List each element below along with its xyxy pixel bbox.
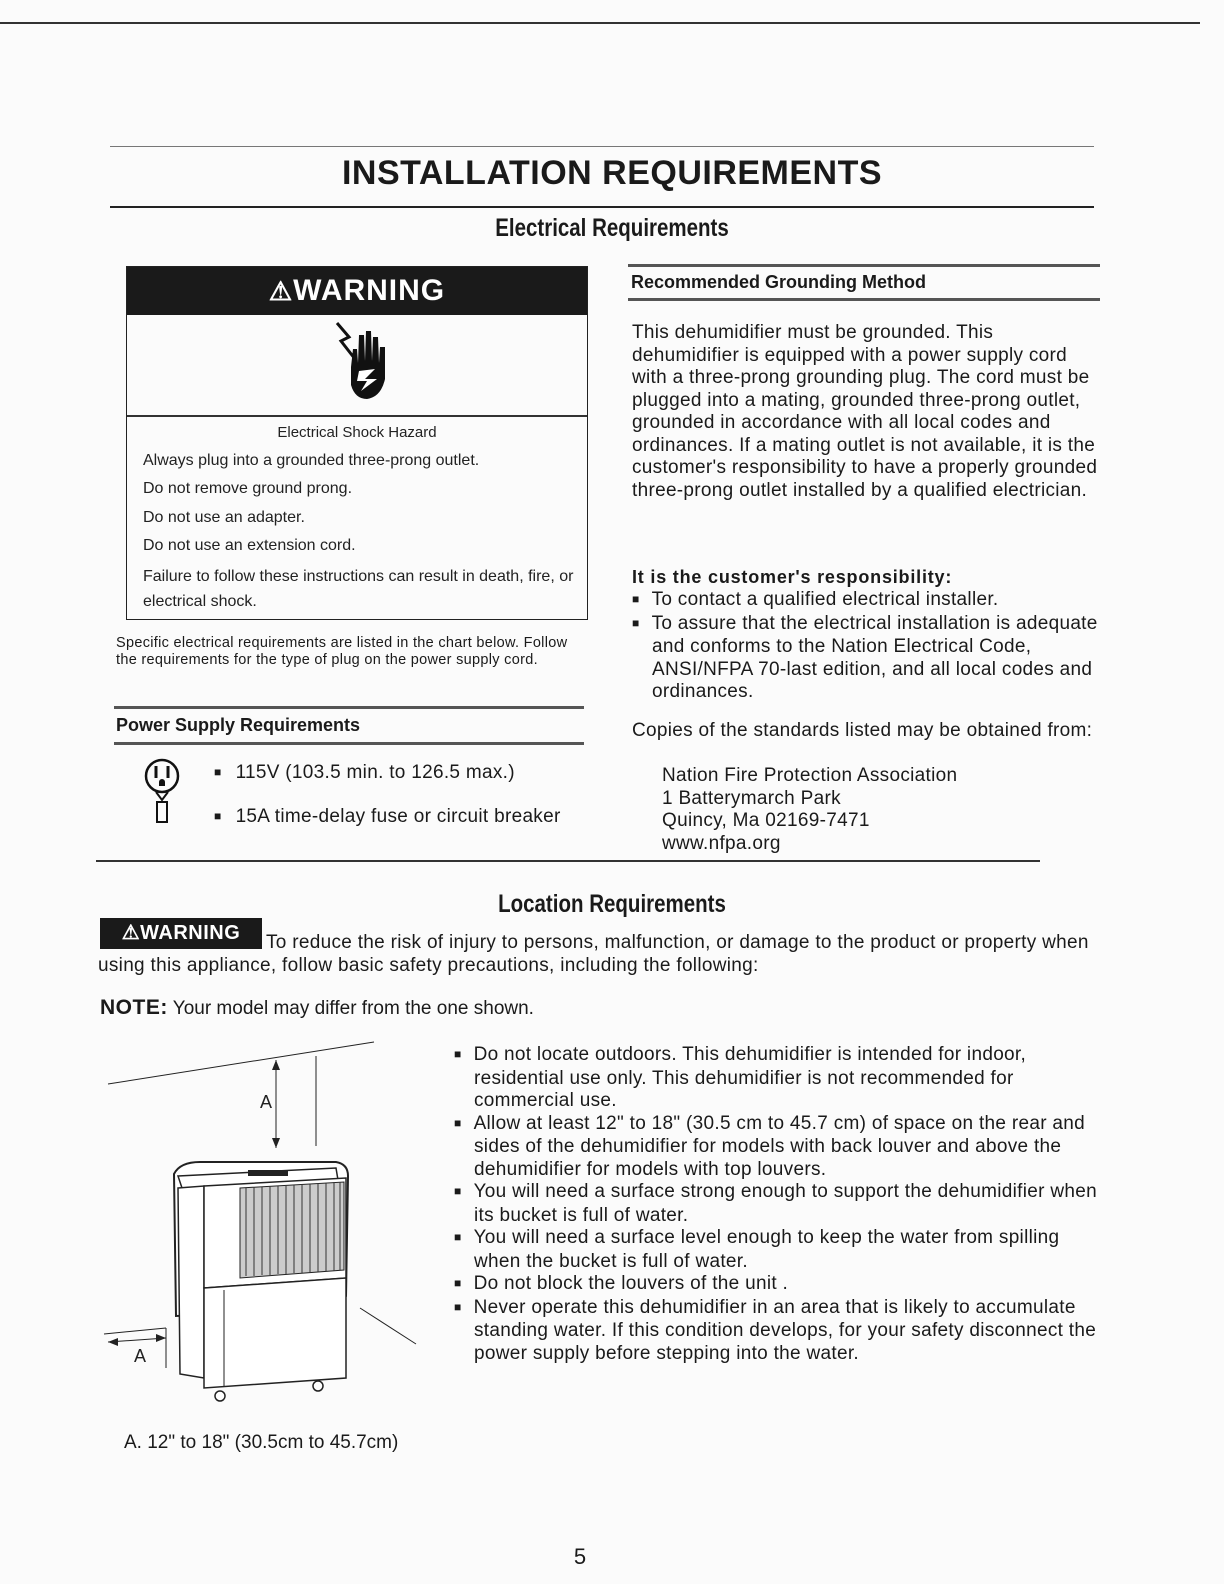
note-label: NOTE: xyxy=(100,996,168,1019)
warning-line: Do not remove ground prong. xyxy=(143,480,353,497)
power-supply-heading: Power Supply Requirements xyxy=(116,715,361,735)
page-title: INSTALLATION REQUIREMENTS xyxy=(341,154,883,192)
bullet-square-icon xyxy=(632,613,648,634)
list-item: ■ Allow at least 12" to 18" (30.5 cm to 45.7 cm) of space on the rear and sides of the dehumidifier for models with back louver and above the dehumidifier for models with top louvers. xyxy=(454,1113,1110,1182)
specific-electrical-note: Specific electrical requirements are listed in the chart below. Follow the requirements for the type of plug on the power supply cord. xyxy=(116,635,568,668)
responsibility-heading: It is the customer's responsibility: xyxy=(632,567,953,587)
electrical-heading: Electrical Requirements xyxy=(495,214,729,242)
location-warning-text: To reduce the risk of injury to persons, malfunction, or damage to the product or property when using this appliance, follow basic safety precautions, including the following: xyxy=(98,932,1089,976)
list-item: ■ Do not block the louvers of the unit . xyxy=(454,1273,1110,1297)
warning-triangle-icon: ⚠ xyxy=(268,276,294,306)
bullet-square-icon xyxy=(454,1273,470,1294)
grounding-paragraph: This dehumidifier must be grounded. This dehumidifier is equipped with a power supply cord with a three-prong grounding plug. The cord must be plugged into a mating, grounded three-prong outlet, grounded in accordance with all local codes and ordinances. If a mating outlet is not available, it is the customer's responsibility to have a properly grounded three-prong outlet installed by a qualified electrician. xyxy=(632,322,1098,501)
grounding-top-rule xyxy=(628,264,1100,267)
warning-badge-label: WARNING xyxy=(293,274,446,307)
bullet-square-icon xyxy=(454,1113,470,1134)
list-item: ■ You will need a surface level enough to keep the water from spilling when the bucket is full of water. xyxy=(454,1227,1110,1273)
power-supply-bottom-rule xyxy=(114,742,584,745)
bullet-square-icon xyxy=(214,806,230,827)
power-supply-item: ■ 15A time-delay fuse or circuit breaker xyxy=(214,806,561,830)
location-warning-badge: ⚠WARNING xyxy=(100,918,262,949)
top-edge-line xyxy=(0,22,1200,24)
power-supply-item: ■ 115V (103.5 min. to 126.5 max.) xyxy=(214,762,515,786)
page-number: 5 xyxy=(573,1544,587,1569)
bullet-square-icon xyxy=(454,1044,470,1065)
figure-caption: A. 12" to 18" (30.5cm to 45.7cm) xyxy=(124,1432,399,1453)
bullet-square-icon xyxy=(454,1227,470,1248)
warning-line: Always plug into a grounded three-prong outlet. xyxy=(143,452,480,469)
warning-triangle-icon: ⚠ xyxy=(121,922,141,944)
bullet-square-icon xyxy=(632,589,648,610)
dimension-a-side-label: A xyxy=(134,1346,147,1366)
title-top-rule xyxy=(110,146,1094,147)
address-line: Nation Fire Protection Association xyxy=(662,765,958,786)
list-item: ■ You will need a surface strong enough to support the dehumidifier when its bucket is full of water. xyxy=(454,1181,1110,1227)
electrical-warning-box xyxy=(126,266,588,620)
address-line: www.nfpa.org xyxy=(662,832,781,854)
grounding-heading: Recommended Grounding Method xyxy=(631,272,926,292)
bullet-square-icon xyxy=(214,762,230,783)
warning-line: Failure to follow these instructions can result in death, fire, or electrical shock. xyxy=(143,568,574,610)
list-item: ■ To assure that the electrical installation is adequate and conforms to the Nation Electrical Code, ANSI/NFPA 70-last edition, and all local codes and ordinances. xyxy=(632,613,1100,704)
hazard-title: Electrical Shock Hazard xyxy=(277,424,437,441)
power-supply-top-rule xyxy=(114,706,584,709)
dehumidifier-clearance-figure xyxy=(100,1038,430,1418)
three-prong-plug-icon xyxy=(142,756,186,826)
responsibility-list xyxy=(632,589,1100,704)
section-divider xyxy=(96,860,1040,862)
copies-text: Copies of the standards listed may be obtained from: xyxy=(632,720,1093,741)
warning-line: Do not use an extension cord. xyxy=(143,537,356,554)
list-item: ■ Do not locate outdoors. This dehumidifier is intended for indoor, residential use only. This dehumidifier is not recommended for commercial use. xyxy=(454,1044,1110,1113)
bullet-square-icon xyxy=(454,1297,470,1318)
shock-hazard-hand-icon xyxy=(331,319,395,405)
warning-header xyxy=(127,267,587,315)
nfpa-address xyxy=(662,765,957,855)
location-heading: Location Requirements xyxy=(498,890,726,918)
address-line: 1 Batterymarch Park xyxy=(662,787,841,809)
list-item: ■ Never operate this dehumidifier in an area that is likely to accumulate standing water. If this condition develops, for your safety disconnect the power supply before stepping into the water. xyxy=(454,1297,1110,1366)
address-line: Quincy, Ma 02169-7471 xyxy=(662,810,870,831)
bullet-square-icon xyxy=(454,1181,470,1202)
dimension-a-top-label: A xyxy=(260,1092,273,1112)
warning-line: Do not use an adapter. xyxy=(143,509,305,526)
location-bullet-list xyxy=(454,1044,1110,1365)
warning-divider xyxy=(127,415,587,417)
note-line xyxy=(100,996,534,1020)
title-bottom-rule xyxy=(110,206,1094,208)
list-item: ■ To contact a qualified electrical installer. xyxy=(632,589,1100,613)
grounding-bottom-rule xyxy=(628,298,1100,301)
note-text: Your model may differ from the one shown. xyxy=(172,998,534,1019)
